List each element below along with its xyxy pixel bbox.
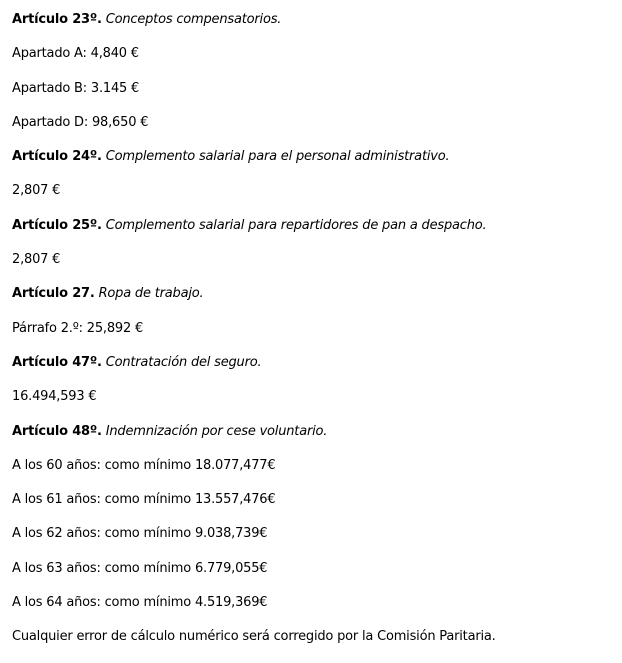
paragraph: Apartado B: 3.145 € [12, 80, 140, 96]
paragraph: 2,807 € [12, 183, 61, 199]
article-heading [12, 354, 622, 388]
article-number: Artículo 48º. [12, 423, 102, 439]
article-title: Conceptos compensatorios. [105, 12, 282, 27]
article-title: Complemento salarial para el personal administrativo. [105, 149, 450, 165]
article-title: Contratación del seguro. [105, 354, 262, 370]
paragraph: Párrafo 2.º: 25,892 € [12, 320, 144, 336]
article-heading [12, 285, 622, 319]
paragraph: 16.494,593 € [12, 389, 97, 405]
paragraph: A los 60 años: como mínimo 18.077,477€ [12, 457, 276, 473]
article-heading [12, 423, 622, 457]
paragraph: A los 63 años: como mínimo 6.779,055€ [12, 560, 268, 576]
paragraph: Cualquier error de cálculo numérico será corregido por la Comisión Paritaria. [12, 629, 496, 645]
paragraph: 2,807 € [12, 252, 61, 268]
article-number: Artículo 25º. [12, 217, 102, 233]
paragraph: Apartado D: 98,650 € [12, 114, 149, 130]
paragraph: A los 62 años: como mínimo 9.038,739€ [12, 526, 268, 542]
paragraph: Apartado A: 4,840 € [12, 46, 139, 62]
article-title: Complemento salarial para repartidores de pan a despacho. [105, 217, 487, 233]
article-number: Artículo 27. [12, 286, 95, 302]
paragraph: A los 61 años: como mínimo 13.557,476€ [12, 492, 276, 508]
article-title: Ropa de trabajo. [98, 286, 204, 302]
article-heading [12, 11, 622, 45]
article-title: Indemnización por cese voluntario. [105, 423, 328, 439]
article-number: Artículo 47º. [12, 354, 102, 370]
article-number: Artículo 24º. [12, 149, 102, 165]
article-heading [12, 217, 622, 251]
article-heading [12, 148, 622, 182]
paragraph: A los 64 años: como mínimo 4.519,369€ [12, 595, 268, 611]
article-number: Artículo 23º. [12, 12, 102, 27]
